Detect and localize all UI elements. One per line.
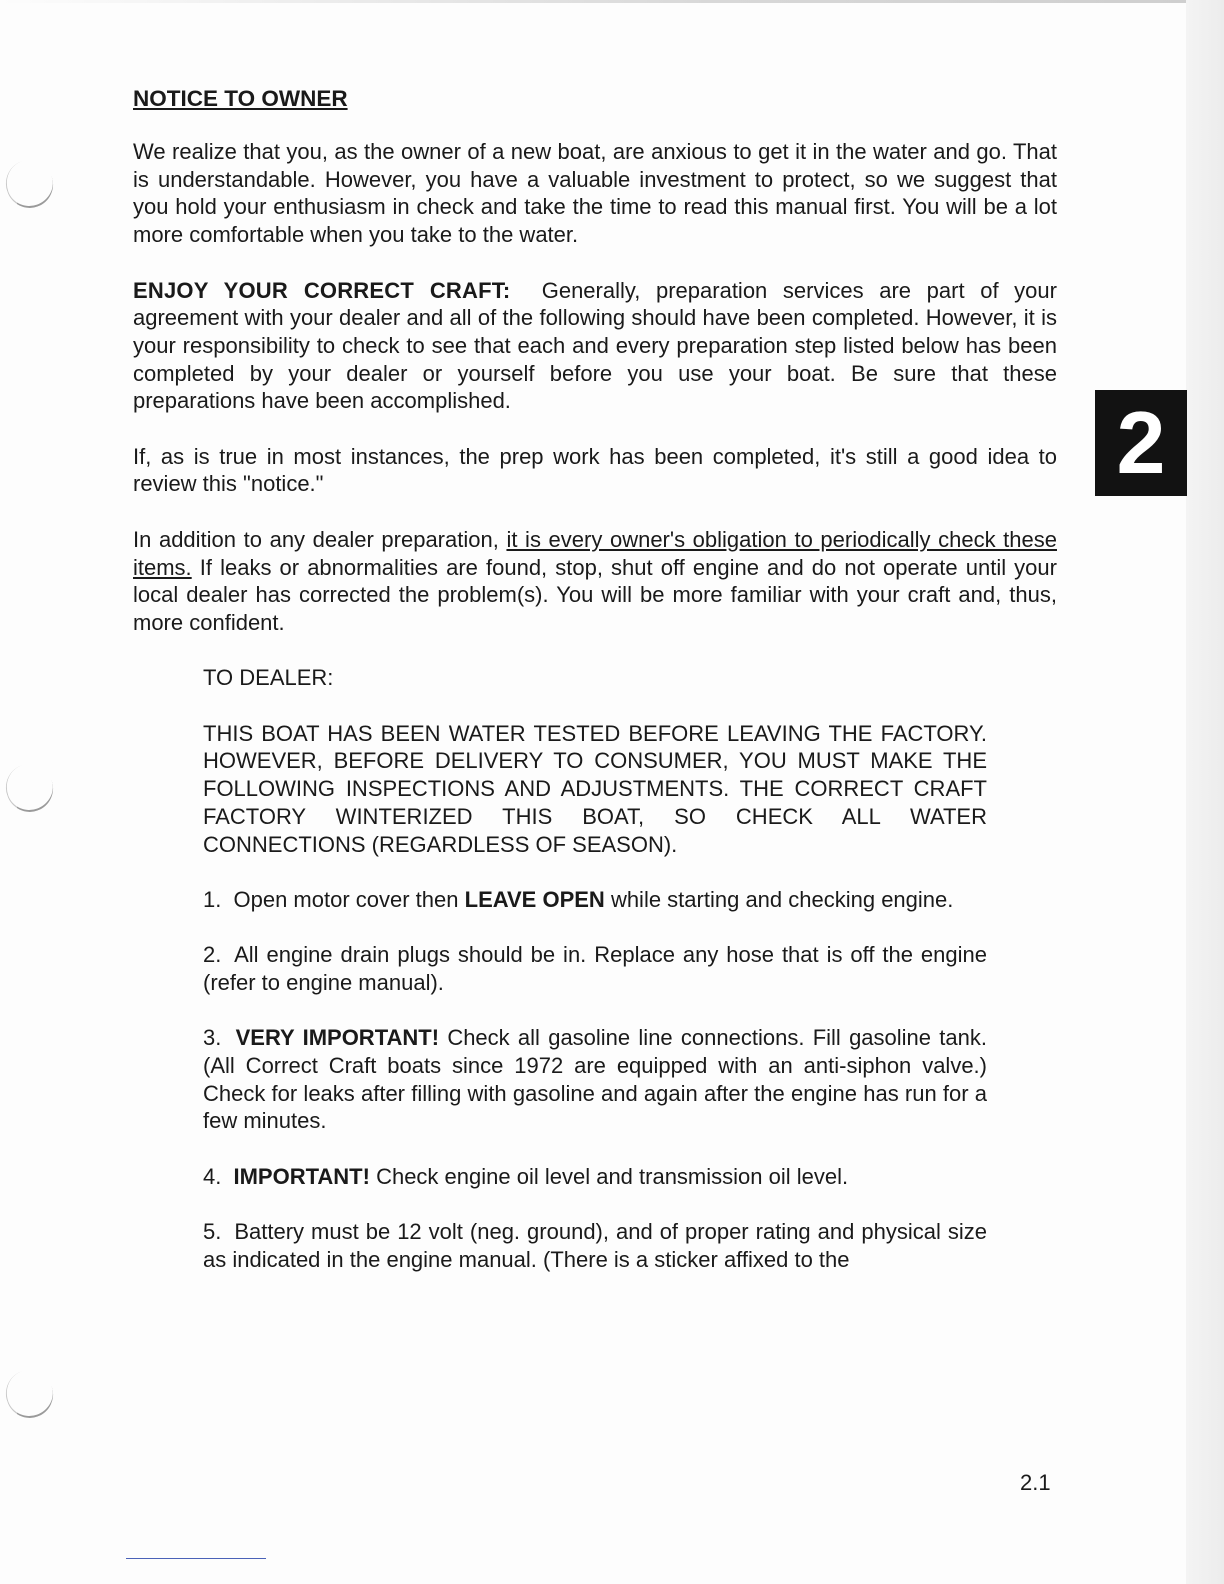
- footnote-rule: [126, 1558, 266, 1559]
- step-number: 5.: [203, 1219, 222, 1245]
- intro-paragraph: We realize that you, as the owner of a new boat, are anxious to get it in the water and go. That is understandable. However, you have a valuable investment to protect, so we suggest that you hold your enthusiasm in check and take the time to read this manual first. You will be a lot more comfortable when you take to the water.: [133, 139, 1057, 248]
- step-item: [203, 1218, 987, 1273]
- enjoy-lead: ENJOY YOUR CORRECT CRAFT:: [133, 277, 511, 303]
- step-number: 3.: [203, 1025, 222, 1051]
- page-title: NOTICE TO OWNER: [133, 86, 348, 111]
- prep-note-paragraph: If, as is true in most instances, the prep work has been completed, it's still a good idea to review this "notice.": [133, 443, 1057, 497]
- step-item: [203, 941, 987, 996]
- step-text: Check all gasoline line connections. Fill gasoline tank. (All Correct Craft boats since 1972 are equipped with an anti-siphon valve.) Check for leaks after filling with gasoline and again after the engine has run for a few minutes.: [203, 1025, 987, 1134]
- step-number: 4.: [203, 1163, 222, 1189]
- step-bold: IMPORTANT!: [233, 1163, 370, 1189]
- step-text: Check engine oil level and transmission oil level.: [376, 1163, 849, 1189]
- dealer-label: TO DEALER:: [203, 665, 334, 691]
- chapter-tab: 2: [1095, 390, 1187, 496]
- page-right-edge: [1186, 0, 1224, 1584]
- step-bold: LEAVE OPEN: [464, 886, 605, 912]
- step-text: All engine drain plugs should be in. Replace any hose that is off the engine (refer to engine manual).: [203, 942, 987, 995]
- dealer-notice: THIS BOAT HAS BEEN WATER TESTED BEFORE LEAVING THE FACTORY. HOWEVER, BEFORE DELIVERY TO CONSUMER, YOU MUST MAKE THE FOLLOWING INSPECTIONS AND ADJUSTMENTS. THE CORRECT CRAFT FACTORY WINTERIZED THIS BOAT, SO CHECK ALL WATER CONNECTIONS (REGARDLESS OF SEASON).: [203, 720, 987, 857]
- document-body: [133, 84, 1057, 1301]
- binder-hole-bottom: [0, 1363, 60, 1424]
- enjoy-text: Generally, preparation services are part of your agreement with your dealer and all of the following should have been completed. However, it is your responsibility to check to see that each and every preparation step listed below has been completed by your dealer or yourself before you use your boat. Be sure that these preparations have been accomplished.: [133, 277, 1057, 414]
- obligation-before: In addition to any dealer preparation,: [133, 526, 499, 552]
- dealer-section: [203, 664, 987, 1273]
- binder-hole-top: [0, 153, 60, 214]
- binder-hole-middle: [0, 757, 60, 818]
- step-number: 1.: [203, 886, 222, 912]
- top-edge-rule: [0, 0, 1186, 3]
- obligation-underlined: it is every owner's obligation to periodically check these items.: [133, 526, 1057, 580]
- step-pre: Open motor cover then: [233, 886, 459, 912]
- page-number: 2.1: [1020, 1470, 1051, 1495]
- step-text: Battery must be 12 volt (neg. ground), and of proper rating and physical size as indicated in the engine manual. (There is a sticker affixed to the: [203, 1219, 987, 1272]
- step-text: while starting and checking engine.: [610, 886, 954, 912]
- obligation-after: If leaks or abnormalities are found, stop, shut off engine and do not operate until your local dealer has corrected the problem(s). You will be more familiar with your craft and, thus, more confident.: [133, 554, 1057, 635]
- enjoy-paragraph: [133, 277, 1057, 416]
- obligation-paragraph: [133, 526, 1057, 637]
- step-item: [203, 886, 987, 914]
- step-item: [203, 1024, 987, 1135]
- step-item: [203, 1163, 987, 1191]
- step-number: 2.: [203, 942, 222, 968]
- step-bold: VERY IMPORTANT!: [235, 1025, 440, 1051]
